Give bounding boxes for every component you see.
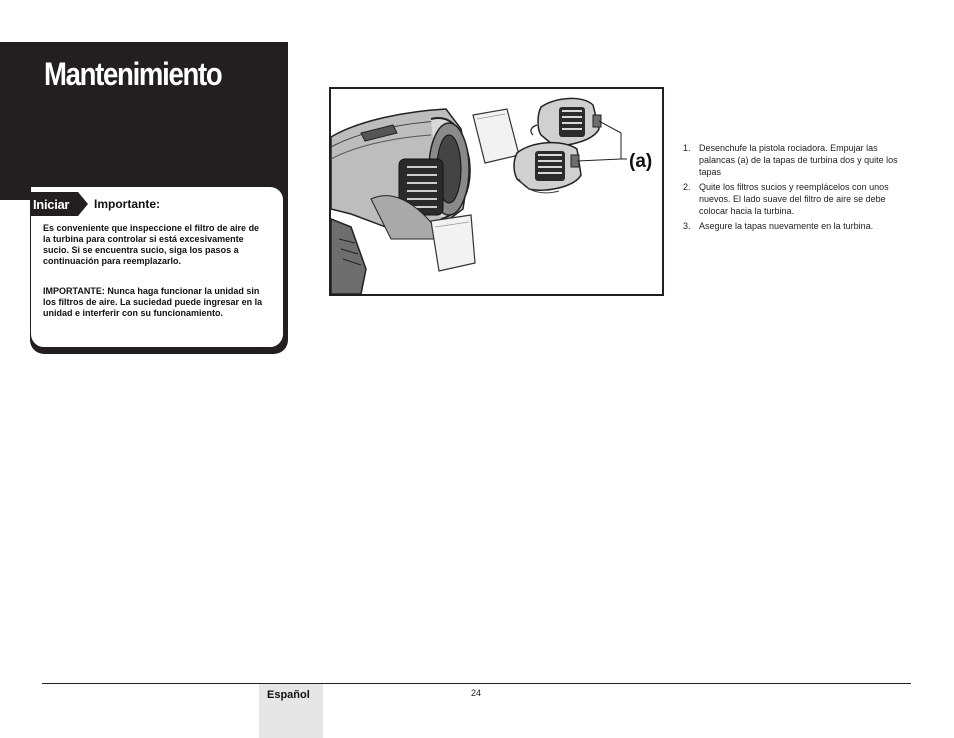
step-number: 2.: [683, 182, 691, 192]
step-text: Quite los filtros sucios y reemplácelos con unos nuevos. El lado suave del filtro de aire se debe colocar hacia la turbina.: [699, 182, 889, 216]
step-text: Desenchufe la pistola rociadora. Empujar las palancas (a) de la tapas de turbina dos y quite los tapas: [699, 143, 898, 177]
start-tag-arrow: [78, 192, 88, 216]
footer-language: Español: [267, 689, 310, 701]
list-item: [683, 142, 915, 178]
list-item: [683, 220, 915, 232]
figure-frame: [329, 87, 664, 296]
callout-heading: Importante:: [94, 197, 160, 211]
figure-label-a: (a): [629, 151, 653, 172]
step-number: 1.: [683, 143, 691, 153]
list-item: [683, 181, 915, 217]
instructions-list: [683, 142, 915, 235]
footer-rule: [42, 683, 911, 684]
callout-paragraph-1: Es conveniente que inspeccione el filtro de aire de la turbina para controlar si está excesivamente sucio. Si se encuentra sucio, siga los pasos a continuación para reemplazarlo.: [43, 223, 260, 266]
step-number: 3.: [683, 221, 691, 231]
step-text: Asegure la tapas nuevamente en la turbina.: [699, 221, 874, 231]
page-number: 24: [471, 688, 482, 698]
callout-paragraph-2: IMPORTANTE: Nunca haga funcionar la unidad sin los filtros de aire. La suciedad puede ingresar en la unidad e interferir con su funcionamiento.: [43, 286, 263, 318]
turbine-illustration: [331, 89, 662, 294]
start-tag-label: Iniciar: [33, 197, 70, 212]
page-title: Mantenimiento: [44, 56, 222, 92]
